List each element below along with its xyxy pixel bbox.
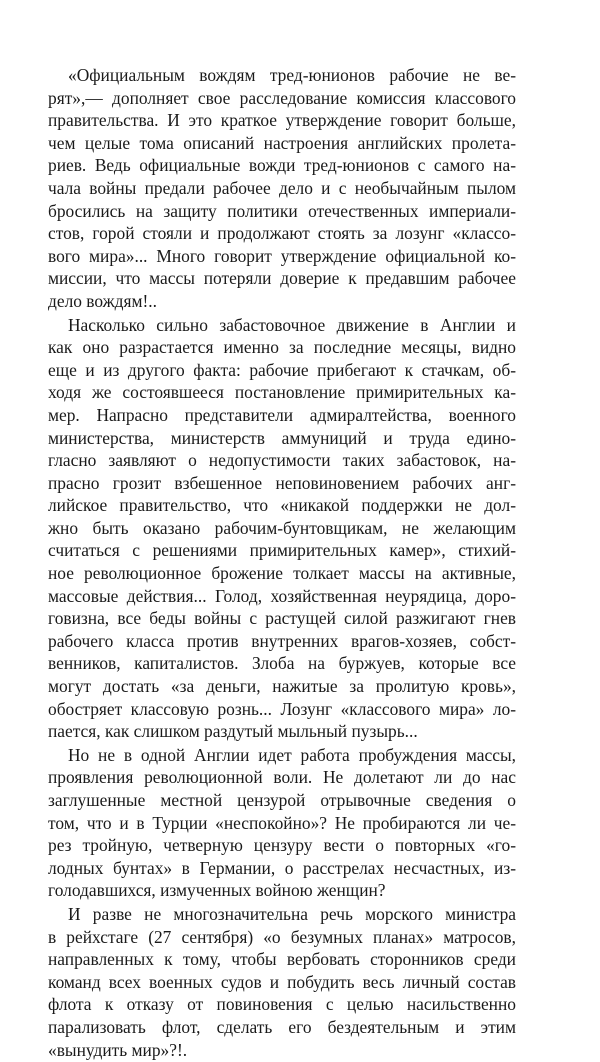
text-line: И разве не многозначительна речь морского министра	[68, 903, 516, 924]
text-line: направленных к тому, чтобы вербовать сторонников среди	[48, 949, 516, 970]
text-line: правительства. И это краткое утверждение говорит больше,	[48, 110, 516, 131]
text-line: чем целые тома описаний настроения английских пролета-	[48, 132, 516, 153]
text-line: обостряет классовую рознь... Лозунг «классового мира» ло-	[48, 698, 516, 719]
text-line: прасно грозит взбешенное неповиновением рабочих анг-	[48, 472, 516, 493]
text-line: том, что и в Турции «неспокойно»? Не пробираются ли че-	[48, 812, 516, 833]
text-line: как оно разрастается именно за последние месяцы, видно	[48, 337, 516, 358]
text-line: мер. Напрасно представители адмиралтейства, военного	[48, 404, 516, 425]
text-line: лодных бунтах» в Германии, о расстрелах несчастных, из-	[48, 857, 516, 878]
text-line: чала войны предали рабочее дело и с необычайным пылом	[48, 177, 516, 198]
text-line: дело вождям!..	[48, 290, 157, 311]
text-line: «Официальным вождям тред-юнионов рабочие не ве-	[68, 65, 516, 85]
text-line: риев. Ведь официальные вожди тред-юнионов с самого на-	[48, 155, 516, 176]
text-line: парализовать флот, сделать его бездеятельным и этим	[48, 1016, 516, 1037]
text-line: пается, как слишком раздутый мыльный пузырь...	[48, 721, 418, 742]
text-line: Насколько сильно забастовочное движение в Англии и	[68, 314, 516, 335]
text-line: рабочего класса против внутренних врагов-хозяев, собст-	[48, 630, 516, 651]
text-line: Но не в одной Англии идет работа пробуждения массы,	[68, 744, 516, 765]
text-line: бросились на защиту политики отечественных империали-	[48, 200, 516, 221]
text-line: рят»,— дополняет свое расследование комиссия классового	[48, 87, 516, 108]
text-line: рез тройную, четверную цензуру вести о повторных «го-	[48, 835, 516, 856]
text-line: проявления революционной воли. Не долетают ли до нас	[48, 767, 516, 788]
paragraph	[48, 744, 516, 902]
text-line: венников, капиталистов. Злоба на буржуев, которые все	[48, 653, 516, 674]
text-line: в рейхстаге (27 сентября) «о безумных планах» матросов,	[48, 926, 516, 947]
text-line: еще и из другого факта: рабочие прибегают к стачкам, об-	[48, 359, 516, 380]
text-line: ходя же состоявшееся постановление примирительных ка-	[48, 382, 516, 403]
text-line: голодавшихся, измученных войною женщин?	[48, 880, 386, 901]
text-line: лийское правительство, что «никакой поддержки не дол-	[48, 495, 516, 516]
text-line: массовые действия... Голод, хозяйственная неурядица, доро-	[48, 585, 516, 606]
text-line: гласно заявляют о недопустимости таких забастовок, на-	[48, 450, 516, 471]
text-line: флота к отказу от повиновения с целью насильственно	[48, 994, 516, 1015]
text-line: миссии, что массы потеряли доверие к предавшим рабочее	[48, 268, 516, 289]
text-line: говизна, все беды войны с растущей силой разжигают гнев	[48, 608, 516, 629]
text-line: стов, горой стояли и продолжают стоять за лозунг «классо-	[48, 223, 516, 244]
text-line: ное революционное брожение толкает массы на активные,	[48, 563, 516, 584]
text-line: заглушенные местной цензурой отрывочные сведения о	[48, 790, 516, 810]
text-line: министерства, министерств аммуниций и труда едино-	[48, 427, 516, 448]
paragraph	[48, 903, 516, 1061]
text-line: команд всех военных судов и побудить весь личный состав	[48, 971, 516, 992]
body-text	[48, 64, 516, 1062]
text-line: «вынудить мир»?!.	[48, 1039, 188, 1060]
text-line: жно быть оказано рабочим-бунтовщикам, не желающим	[48, 517, 516, 538]
text-line: могут достать «за деньги, нажитые за пролитую кровь»,	[48, 676, 516, 697]
paragraph	[48, 314, 516, 743]
paragraph	[48, 64, 516, 313]
text-line: вого мира»... Много говорит утверждение официальной ко-	[48, 245, 516, 266]
text-line: считаться с решениями примирительных камер», стихий-	[48, 540, 516, 561]
